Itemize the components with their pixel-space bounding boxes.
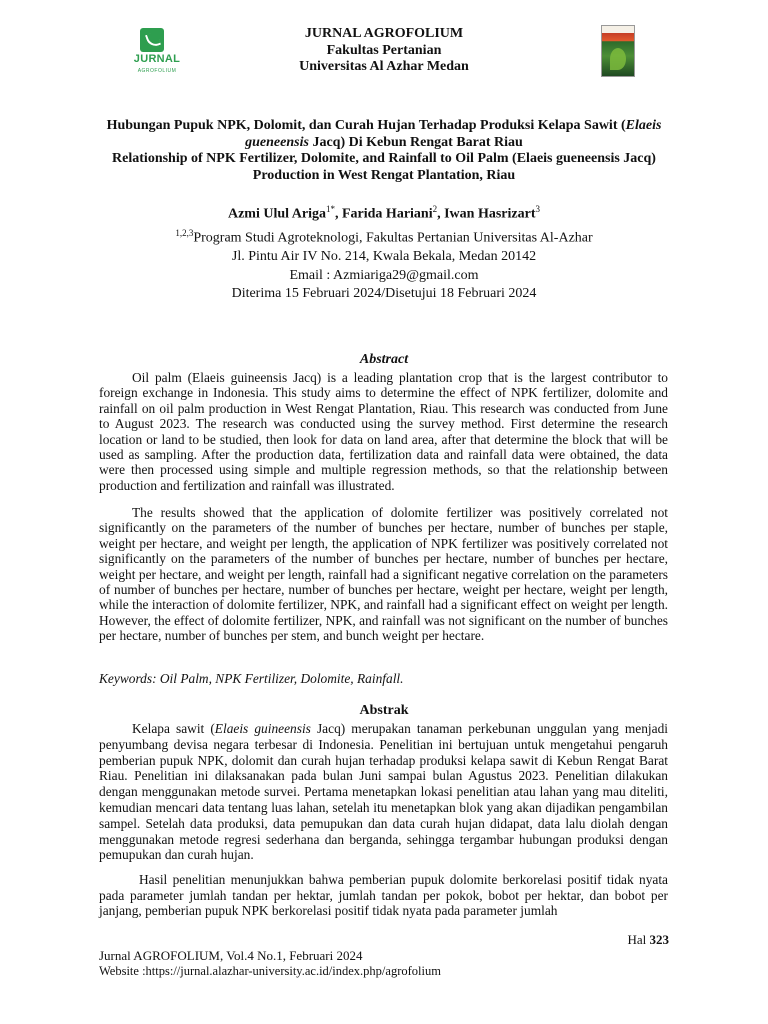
logo-text: JURNAL xyxy=(133,53,181,65)
paper-title xyxy=(90,118,678,184)
university-name: Universitas Al Azhar Medan xyxy=(299,59,469,74)
journal-header xyxy=(0,22,768,92)
email: Email : Azmiariga29@gmail.com xyxy=(289,268,479,284)
logo-subtext: AGROFOLIUM xyxy=(137,68,177,74)
author-names: Azmi Ulul Ariga$^{1*}$, Farida Hariani$^2$, Iwan Hasrizart$^3$ xyxy=(227,204,540,222)
address: Jl. Pintu Air IV No. 214, Kwala Bekala, Medan 20142 xyxy=(231,249,537,265)
journal-reference: Jurnal AGROFOLIUM, Vol.4 No.1, Februari 2024 xyxy=(99,948,363,963)
author-block xyxy=(0,200,768,285)
journal-cover-icon xyxy=(601,25,635,77)
title-indonesian: Hubungan Pupuk NPK, Dolomit, dan Curah Hujan Terhadap Produksi Kelapa Sawit (Elaeis gueneensis Jacq) Di Kebun Rengat Barat Riau xyxy=(106,118,662,150)
leaf-icon xyxy=(610,48,626,70)
affiliation: $^{1,2,3}$Program Studi Agroteknologi, Fakultas Pertanian Universitas Al-Azhar xyxy=(175,227,593,246)
abstrak-heading: Abstrak xyxy=(359,703,409,718)
faculty-name: Fakultas Pertanian xyxy=(326,42,442,58)
page-number: Hal 323 xyxy=(627,932,669,947)
journal-name: JURNAL AGROFOLIUM xyxy=(304,26,464,41)
abstrak-paragraph-2: Hasil penelitian menunjukkan bahwa pemberian pupuk dolomite berkorelasi positif tidak nyata pada parameter jumlah tandan per hektar, jumlah tandan per pokok, bobot per hektar, dan bobot per janjang, pemberian pupuk NPK berkorelasi positif tidak nyata pada parameter jumlah xyxy=(99,872,668,919)
abstract-paragraph-2: The results showed that the application of dolomite fertilizer was positively correlated not significantly on the parameters of the number of bunches per hectare, number of bunches per staple, weight per hectare, and weight per length, the application of NPK fertilizer was positively correlated not significantly on the parameters of the number of bunches per hectare, number of bunches per hectare, weight per hectare, and weight per length, rainfall had a significant negative correlation on the parameters of number of bunches per hectare, number of bunches per hectare, weight per hectare, weight per length, while the interaction of dolomite fertilizer, NPK, and rainfall had a significant effect on weight per length. However, the effect of dolomite fertilizer, NPK, and rainfall was not significant on the number of bunches per hectare, number of bunches per stem, and bunch weight per hectare. xyxy=(99,505,668,644)
abstract-paragraph-1: Oil palm (Elaeis guineensis Jacq) is a leading plantation crop that is the largest contributor to foreign exchange in Indonesia. This study aims to determine the effect of NPK fertilizer, dolomite and rainfall on oil palm production in West Rengat Plantation, Riau. This research was conducted from June to August 2023. The research was conducted using the survey method. First determine the research location or land to be studied, then look for data on land area, after that determine the block that will be used as sampling. After the production data, fertilization data and rainfall data were obtained, the data were then processed using simple and multiple regression methods, so that the relationship between production and fertilization and rainfall was illustrated. xyxy=(99,370,668,493)
abstrak-paragraph-1: Kelapa sawit (Elaeis guineensis Jacq) merupakan tanaman perkebunan unggulan yang menjadi penyumbang devisa negara terbesar di Indonesia. Penelitian ini bertujuan untuk mengetahui pengaruh pemberian pupuk NPK, dolomit dan curah hujan terhadap produksi kelapa sawit di Kebun Rengat Barat Riau. Penelitian ini dilaksanakan pada bulan Juni sampai bulan Agustus 2023. Penelitian dilakukan dengan menggunakan metode survei. Pertama menetapkan lokasi penelitian atau lahan yang mau diteliti, kemudian mencari data tentang luas lahan, setelah itu menetapkan blok yang akan dijadikan pengambilan sampel. Setelah data produksi, data pemupukan dan data curah hujan didapat, data lalu diolah dengan menggunakan metode regresi sederhana dan berganda, sehingga tergambar hubungan produksi dengan pemupukan dan curah hujan. xyxy=(99,721,668,863)
journal-website: Website :https://jurnal.alazhar-university.ac.id/index.php/agrofolium xyxy=(99,964,441,978)
submission-dates: Diterima 15 Februari 2024/Disetujui 18 Februari 2024 xyxy=(231,286,537,301)
journal-masthead xyxy=(0,26,768,76)
title-english: Relationship of NPK Fertilizer, Dolomite, and Rainfall to Oil Palm (Elaeis gueneensis Jacq) Production in West Rengat Plantation, Riau xyxy=(112,151,656,183)
keywords: Keywords: Oil Palm, NPK Fertilizer, Dolomite, Rainfall. xyxy=(99,671,404,686)
abstract-heading: Abstract xyxy=(359,352,409,367)
